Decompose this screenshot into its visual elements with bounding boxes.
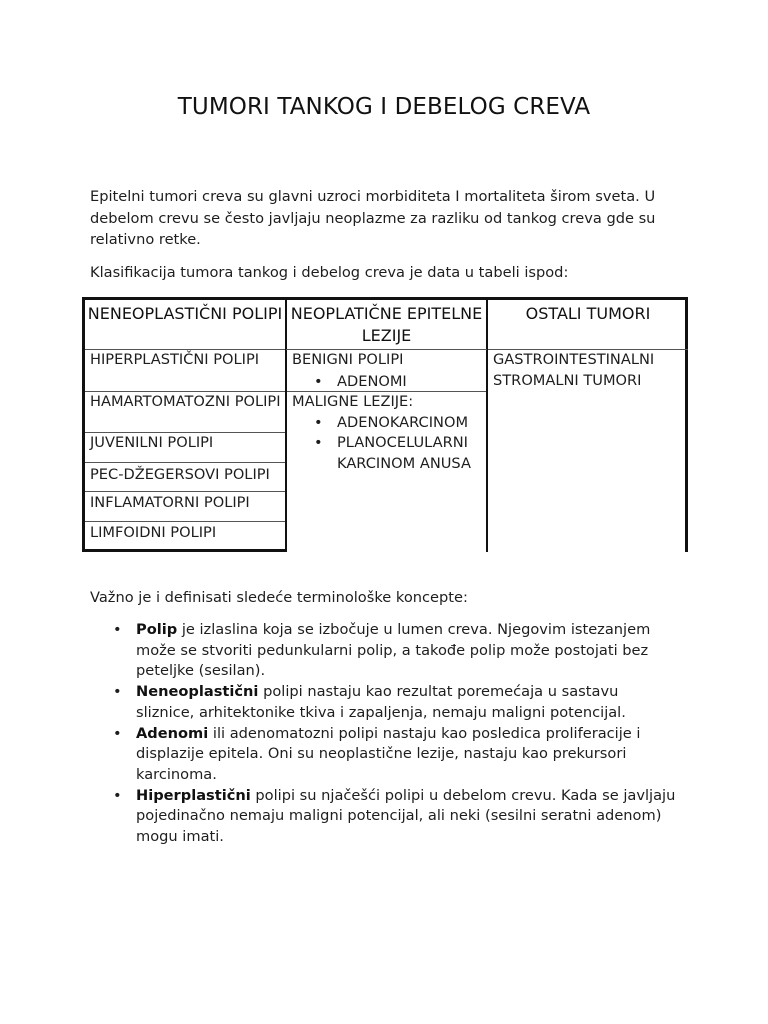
header-ostali-tumori: OSTALI TUMORI bbox=[488, 300, 688, 350]
list-item bbox=[90, 724, 680, 786]
list-item bbox=[90, 682, 680, 723]
intro-paragraph: Epitelni tumori creva su glavni uzroci morbiditeta I mortaliteta širom sveta. U debelom crevu se često javljaju neoplazme za razliku od tankog creva gde su relativno retke. bbox=[90, 188, 656, 248]
list-item bbox=[90, 786, 680, 848]
term-label: Polip bbox=[136, 621, 178, 638]
header-neoplasticne: NEOPLATIČNE EPITELNE LEZIJE bbox=[286, 300, 487, 350]
terms-intro-paragraph: Važno je i definisati sledeće terminološke koncepte: bbox=[90, 589, 468, 606]
benign-label: BENIGNI POLIPI bbox=[292, 351, 404, 368]
table-intro-paragraph: Klasifikacija tumora tankog i debelog creva je data u tabeli ispod: bbox=[90, 264, 569, 281]
ostali-cell: GASTROINTESTINALNI STROMALNI TUMORI bbox=[493, 351, 655, 389]
table-cell: INFLAMATORNI POLIPI bbox=[85, 492, 285, 522]
list-item: • ADENOMI bbox=[292, 372, 486, 393]
table-cell: HAMARTOMATOZNI POLIPI bbox=[85, 392, 285, 433]
table-cell: PEC-DŽEGERSOVI POLIPI bbox=[85, 463, 285, 492]
table-cell: HIPERPLASTIČNI POLIPI bbox=[85, 350, 285, 392]
table-cell: JUVENILNI POLIPI bbox=[85, 433, 285, 463]
term-text: ili adenomatozni polipi nastaju kao posledica proliferacije i displazije epitela. Oni su neoplastične lezije, nastaju kao prekursori karcinoma. bbox=[136, 724, 641, 783]
term-label: Hiperplastični bbox=[136, 786, 251, 804]
table-bottom-border bbox=[85, 549, 287, 552]
header-neneoplasticni: NENEOPLASTIČNI POLIPI bbox=[85, 300, 285, 350]
page-title: TUMORI TANKOG I DEBELOG CREVA bbox=[177, 94, 591, 120]
benign-cell bbox=[287, 350, 486, 392]
term-text: polipi su njačešći polipi u debelom crevu. Kada se javljaju pojedinačno nemaju maligni potencijal, ali neki (sesilni seratni adenom) mogu imati. bbox=[136, 786, 676, 846]
term-label: Adenomi bbox=[136, 724, 209, 742]
malign-cell bbox=[287, 392, 486, 474]
table-cell: LIMFOIDNI POLIPI bbox=[90, 524, 217, 541]
term-text: je izlaslina koja se izbočuje u lumen creva. Njegovim istezanjem može se stvoriti pedunkularni polip, a takođe polip može postojati bez peteljke (sesilan). bbox=[136, 621, 651, 680]
term-text: polipi nastaju kao rezultat poremećaja u sastavu sliznice, arhitektonike tkiva i zapaljenja, nemaju maligni potencijal. bbox=[136, 683, 626, 721]
terms-list bbox=[90, 620, 680, 848]
list-item: • ADENOKARCINOM bbox=[292, 413, 486, 434]
list-item bbox=[90, 620, 680, 682]
malign-label: MALIGNE LEZIJE: bbox=[292, 393, 414, 410]
term-label: Neneoplastični bbox=[136, 683, 259, 701]
list-item: • PLANOCELULARNI KARCINOM ANUSA bbox=[292, 433, 486, 474]
classification-table bbox=[82, 297, 688, 552]
